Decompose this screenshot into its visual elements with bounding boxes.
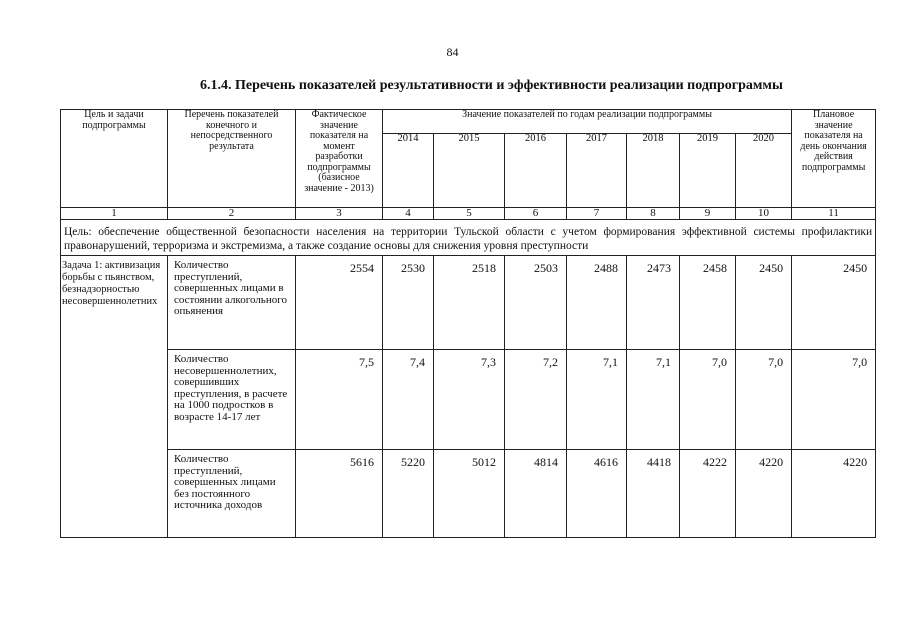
header-year: 2017 bbox=[567, 134, 627, 208]
value-cell: 2518 bbox=[434, 256, 505, 350]
value-cell: 4616 bbox=[567, 450, 627, 538]
header-values-by-years: Значение показателей по годам реализации подпрограммы bbox=[383, 110, 792, 134]
value-cell: 5220 bbox=[383, 450, 434, 538]
task-description: Задача 1: активизация борьбы с пьянством, безнадзорностью несовершеннолетних bbox=[61, 256, 168, 538]
header-goal-tasks: Цель и задачи подпрограммы bbox=[61, 110, 168, 208]
header-year: 2019 bbox=[680, 134, 736, 208]
column-number: 2 bbox=[168, 208, 296, 220]
column-number: 7 bbox=[567, 208, 627, 220]
value-cell: 2503 bbox=[505, 256, 567, 350]
value-cell: 2554 bbox=[296, 256, 383, 350]
value-cell: 2450 bbox=[792, 256, 876, 350]
value-cell: 4220 bbox=[736, 450, 792, 538]
goal-statement: Цель: обеспечение общественной безопасности населения на территории Тульской области с учетом формирования эффективной системы профилактики правонарушений, терроризма и экстремизма, а также создание основы для снижения уровня преступности bbox=[61, 220, 876, 256]
indicator-name: Количество преступлений, совершенных лицами без постоянного источника доходов bbox=[168, 450, 296, 538]
header-actual-value: Фактическое значение показателя на момент разработки подпрограммы (базисное значение - 2013) bbox=[296, 110, 383, 208]
column-number: 9 bbox=[680, 208, 736, 220]
column-number: 11 bbox=[792, 208, 876, 220]
header-year: 2015 bbox=[434, 134, 505, 208]
value-cell: 7,4 bbox=[383, 350, 434, 450]
column-number: 8 bbox=[627, 208, 680, 220]
column-number: 10 bbox=[736, 208, 792, 220]
header-planned-value: Плановое значение показателя на день окончания действия подпрограммы bbox=[792, 110, 876, 208]
column-number: 4 bbox=[383, 208, 434, 220]
value-cell: 4220 bbox=[792, 450, 876, 538]
header-year: 2018 bbox=[627, 134, 680, 208]
value-cell: 4814 bbox=[505, 450, 567, 538]
value-cell: 7,1 bbox=[627, 350, 680, 450]
value-cell: 5616 bbox=[296, 450, 383, 538]
value-cell: 7,2 bbox=[505, 350, 567, 450]
value-cell: 7,0 bbox=[792, 350, 876, 450]
indicator-name: Количество преступлений, совершенных лицами в состоянии алкогольного опьянения bbox=[168, 256, 296, 350]
value-cell: 2488 bbox=[567, 256, 627, 350]
column-number: 6 bbox=[505, 208, 567, 220]
value-cell: 7,3 bbox=[434, 350, 505, 450]
page-number: 84 bbox=[446, 45, 459, 59]
indicator-name: Количество несовершеннолетних, совершивших преступления, в расчете на 1000 подростков в возрасте 14-17 лет bbox=[168, 350, 296, 450]
section-title: 6.1.4. Перечень показателей результативности и эффективности реализации подпрограммы bbox=[200, 78, 783, 93]
value-cell: 4222 bbox=[680, 450, 736, 538]
header-year: 2020 bbox=[736, 134, 792, 208]
value-cell: 2458 bbox=[680, 256, 736, 350]
value-cell: 7,0 bbox=[736, 350, 792, 450]
header-year: 2016 bbox=[505, 134, 567, 208]
header-indicators: Перечень показателей конечного и непосредственного результата bbox=[168, 110, 296, 208]
value-cell: 4418 bbox=[627, 450, 680, 538]
value-cell: 2473 bbox=[627, 256, 680, 350]
value-cell: 5012 bbox=[434, 450, 505, 538]
header-year: 2014 bbox=[383, 134, 434, 208]
column-number: 3 bbox=[296, 208, 383, 220]
value-cell: 2530 bbox=[383, 256, 434, 350]
column-number: 5 bbox=[434, 208, 505, 220]
column-number: 1 bbox=[61, 208, 168, 220]
indicators-table bbox=[60, 109, 876, 538]
value-cell: 7,5 bbox=[296, 350, 383, 450]
value-cell: 7,0 bbox=[680, 350, 736, 450]
value-cell: 2450 bbox=[736, 256, 792, 350]
value-cell: 7,1 bbox=[567, 350, 627, 450]
